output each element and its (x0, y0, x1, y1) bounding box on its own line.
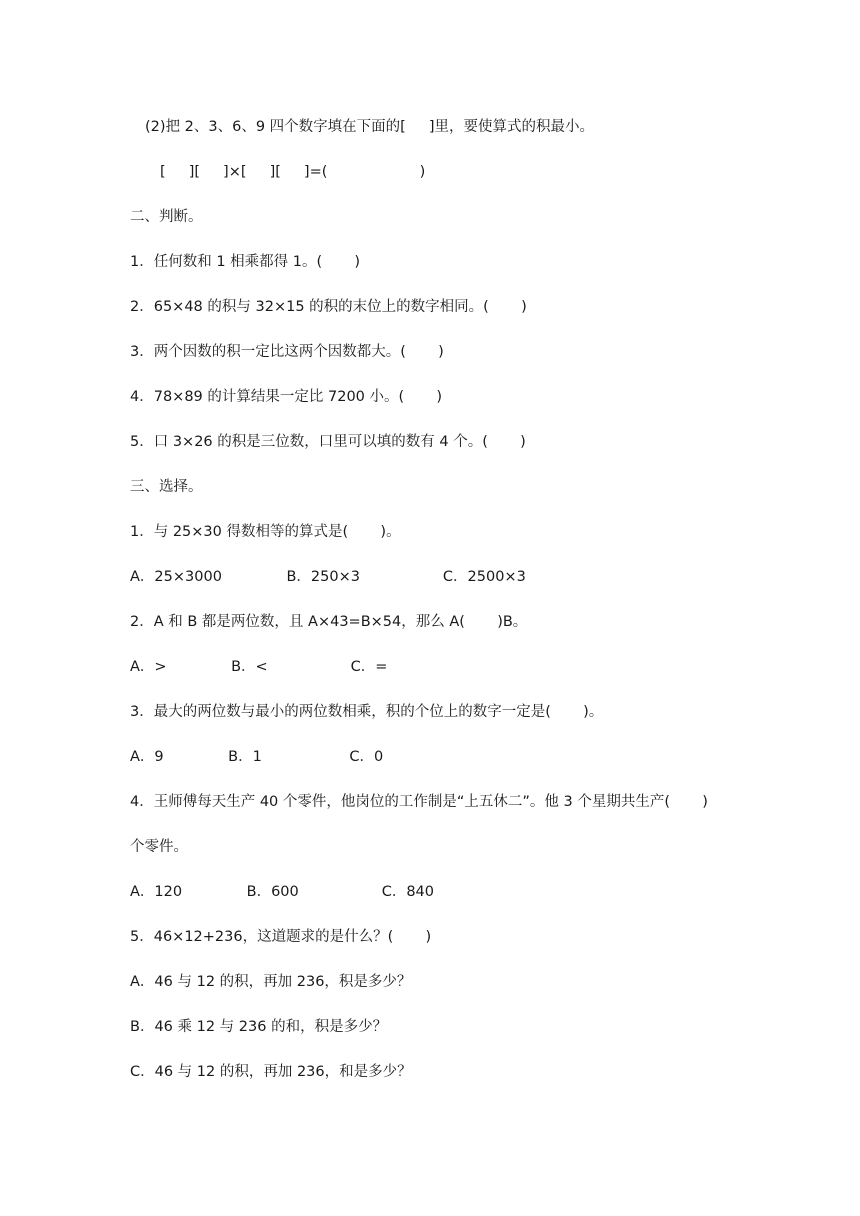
judgment-item-1: 1．任何数和 1 相乘都得 1。( ) (130, 254, 361, 270)
choice-options-1: A．25×3000 B．250×3 C．2500×3 (130, 569, 526, 585)
choice-question-3: 3．最大的两位数与最小的两位数相乘，积的个位上的数字一定是( )。 (130, 704, 604, 720)
choice-option-5b: B．46 乘 12 与 236 的和，积是多少？ (130, 1019, 388, 1035)
question-2-blank-equation: [ ][ ]×[ ][ ]=( ) (160, 164, 426, 180)
choice-option-5a: A．46 与 12 的积，再加 236，积是多少？ (130, 974, 412, 990)
choice-question-4-continued: 个零件。 (130, 839, 188, 855)
choice-question-4: 4．王师傅每天生产 40 个零件，他岗位的工作制是“上五休二”。他 3 个星期共生产( ) (130, 794, 708, 810)
choice-options-4: A．120 B．600 C．840 (130, 884, 435, 900)
judgment-item-2: 2．65×48 的积与 32×15 的积的末位上的数字相同。( ) (130, 299, 527, 315)
judgment-item-5: 5．口 3×26 的积是三位数，口里可以填的数有 4 个。( ) (130, 434, 526, 450)
choice-question-1: 1．与 25×30 得数相等的算式是( )。 (130, 524, 401, 540)
choice-question-5: 5．46×12+236，这道题求的是什么？( ) (130, 929, 432, 945)
choice-option-5c: C．46 与 12 的积，再加 236，和是多少？ (130, 1064, 412, 1080)
question-2-instruction: (2)把 2、3、6、9 四个数字填在下面的[ ]里，要使算式的积最小。 (145, 119, 595, 135)
choice-options-3: A．9 B．1 C．0 (130, 749, 384, 765)
judgment-item-4: 4．78×89 的计算结果一定比 7200 小。( ) (130, 389, 443, 405)
judgment-item-3: 3．两个因数的积一定比这两个因数都大。( ) (130, 344, 444, 360)
section-heading-judgment: 二、判断。 (130, 209, 203, 225)
choice-options-2: A．> B．< C．= (130, 659, 388, 675)
section-heading-choice: 三、选择。 (130, 479, 203, 495)
choice-question-2: 2．A 和 B 都是两位数，且 A×43=B×54，那么 A( )B。 (130, 614, 528, 630)
